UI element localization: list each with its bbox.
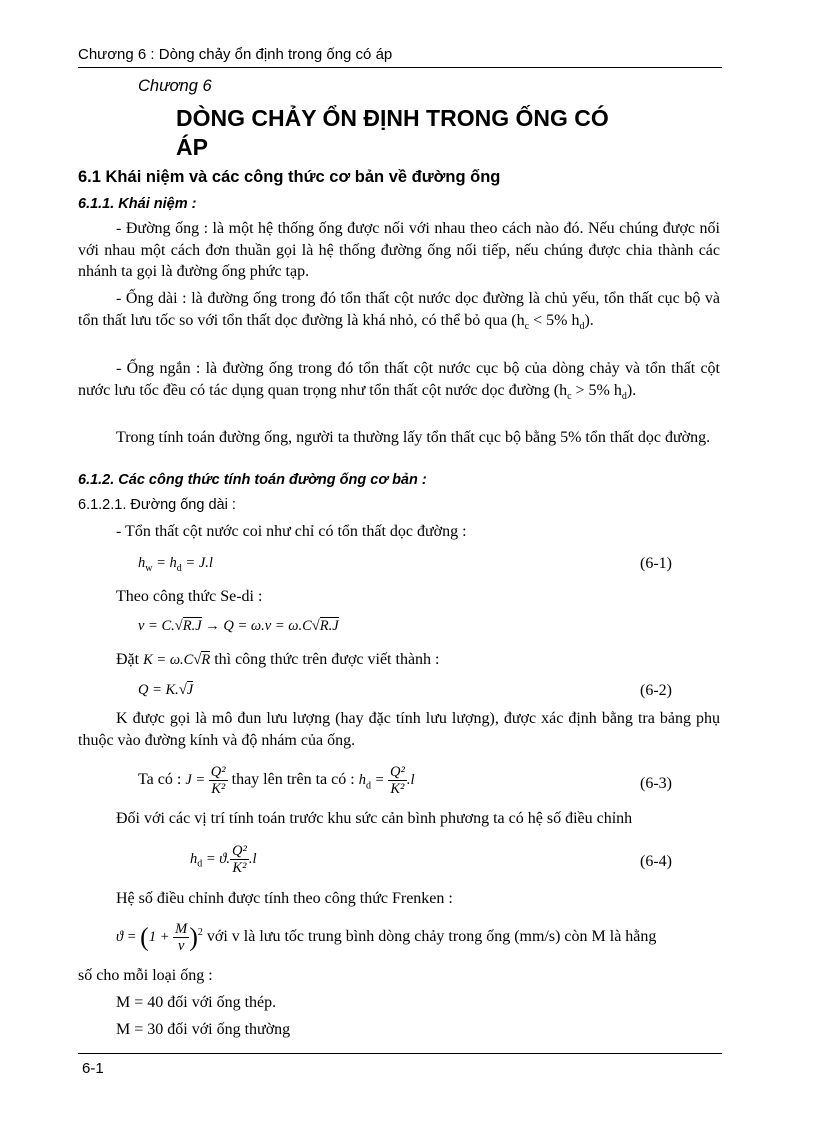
equation-number-6-3: (6-3)	[640, 775, 672, 792]
equation-6-3: Ta có : J = $\frac{\text{Q²}}{\text{K²}}$ thay lên trên ta có : $h_d$ = $\frac{\text{Q²}}{\text{K²}}$ .l	[138, 764, 415, 797]
equation-6-2: Q = K.√J	[138, 682, 194, 698]
fraction-q2-k2-b: $\frac{\text{Q²}}{\text{K²}}$	[389, 764, 405, 797]
equation-6-4: $h_d = ϑ$. $\frac{\text{Q²}}{\text{K²}}$ .l	[190, 843, 257, 876]
section-heading-6-1-1: 6.1.1. Khái niệm :	[78, 196, 197, 212]
text-m-40: M = 40 đối với ống thép.	[116, 994, 277, 1011]
footer-rule	[78, 1053, 722, 1054]
equation-k: K = ω.C√R	[143, 652, 211, 668]
equation-6-1: $h_w = h_d = J.l$	[138, 555, 213, 574]
section-heading-6-1-2: 6.1.2. Các công thức tính toán đường ống cơ bản :	[78, 472, 427, 488]
paragraph-duong-ong: - Đường ống : là một hệ thống ống được nối với nhau theo cách nào đó. Nếu chúng được nối với nhau một cách đơn thuần gọi là hệ thống đường ống nối tiếp, nếu chúng được chia thành các nhánh ta gọi là đường ống phức tạp.	[78, 220, 720, 280]
equation-sedi: v = C.√R.J → Q = ω.v = ω.C√R.J	[138, 618, 339, 634]
text-dat-k: Đặt K = ω.C√R thì công thức trên được viết thành :	[116, 651, 440, 668]
paragraph-ong-ngan: - Ống ngắn : là đường ống trong đó tổn thất cột nước cục bộ của dòng chảy và tổn thất cột nước lưu tốc đều có tác dụng quan trọng như tổn thất cột nước dọc đường ($h_c > 5\%$ $h_d$).	[78, 360, 720, 402]
equation-frenken-line: ϑ = (1 + $\frac{M}{v}$ )$^2$ với v là lưu tốc trung bình dòng chảy trong ống (mm/s) còn M là hằng	[116, 921, 657, 954]
header-rule	[78, 67, 722, 68]
page-number: 6-1	[82, 1060, 104, 1077]
fraction-q2-k2: $\frac{\text{Q²}}{\text{K²}}$	[210, 764, 226, 797]
equation-number-6-1: (6-1)	[640, 555, 672, 572]
equation-number-6-2: (6-2)	[640, 682, 672, 699]
text-theo-cong-thuc-sedi: Theo công thức Se-di :	[116, 588, 263, 605]
section-heading-6-1: 6.1 Khái niệm và các công thức cơ bản về đường ống	[78, 168, 501, 186]
text-frenken: Hệ số điều chỉnh được tính theo công thức Frenken :	[116, 890, 453, 907]
paragraph-mo-dun-luu-luong: K được gọi là mô đun lưu lượng (hay đặc tính lưu lượng), được xác định bằng tra bảng phụ thuộc vào đường kính và độ nhám của ống.	[78, 710, 720, 749]
chapter-label: Chương 6	[138, 77, 212, 95]
text-m-30: M = 30 đối với ống thường	[116, 1021, 291, 1038]
running-header: Chương 6 : Dòng chảy ổn định trong ống có áp	[78, 46, 393, 63]
chapter-title	[176, 104, 696, 162]
text-ton-that-cot-nuoc: - Tổn thất cột nước coi như chỉ có tổn thất dọc đường :	[116, 523, 467, 540]
paragraph-ong-dai: - Ống dài : là đường ống trong đó tổn thất cột nước dọc đường là chủ yếu, tổn thất cục bộ và tổn thất lưu tốc so với tổn thất dọc đường là khá nhỏ, có thể bỏ qua ($h_c < 5\%$ $h_d$).	[78, 290, 720, 332]
equation-frenken: ϑ = (1 + $\frac{M}{v}$ )$^2$	[116, 921, 203, 954]
subsection-heading-6-1-2-1: 6.1.2.1. Đường ống dài :	[78, 497, 236, 513]
text-hang-so: số cho mỗi loại ống :	[78, 967, 213, 984]
equation-number-6-4: (6-4)	[640, 853, 672, 870]
chapter-title-line-2: ÁP	[176, 134, 208, 160]
fraction-q2-k2-c: $\frac{\text{Q²}}{\text{K²}}$	[232, 843, 247, 876]
text-he-so-dieu-chinh: Đối với các vị trí tính toán trước khu sức cản bình phương ta có hệ số điều chỉnh	[116, 810, 633, 827]
paragraph-ton-that-cuc-bo: Trong tính toán đường ống, người ta thường lấy tổn thất cục bộ bằng 5% tổn thất dọc đường.	[116, 429, 711, 446]
chapter-title-line-1: DÒNG CHẢY ỔN ĐỊNH TRONG ỐNG CÓ	[176, 105, 609, 131]
